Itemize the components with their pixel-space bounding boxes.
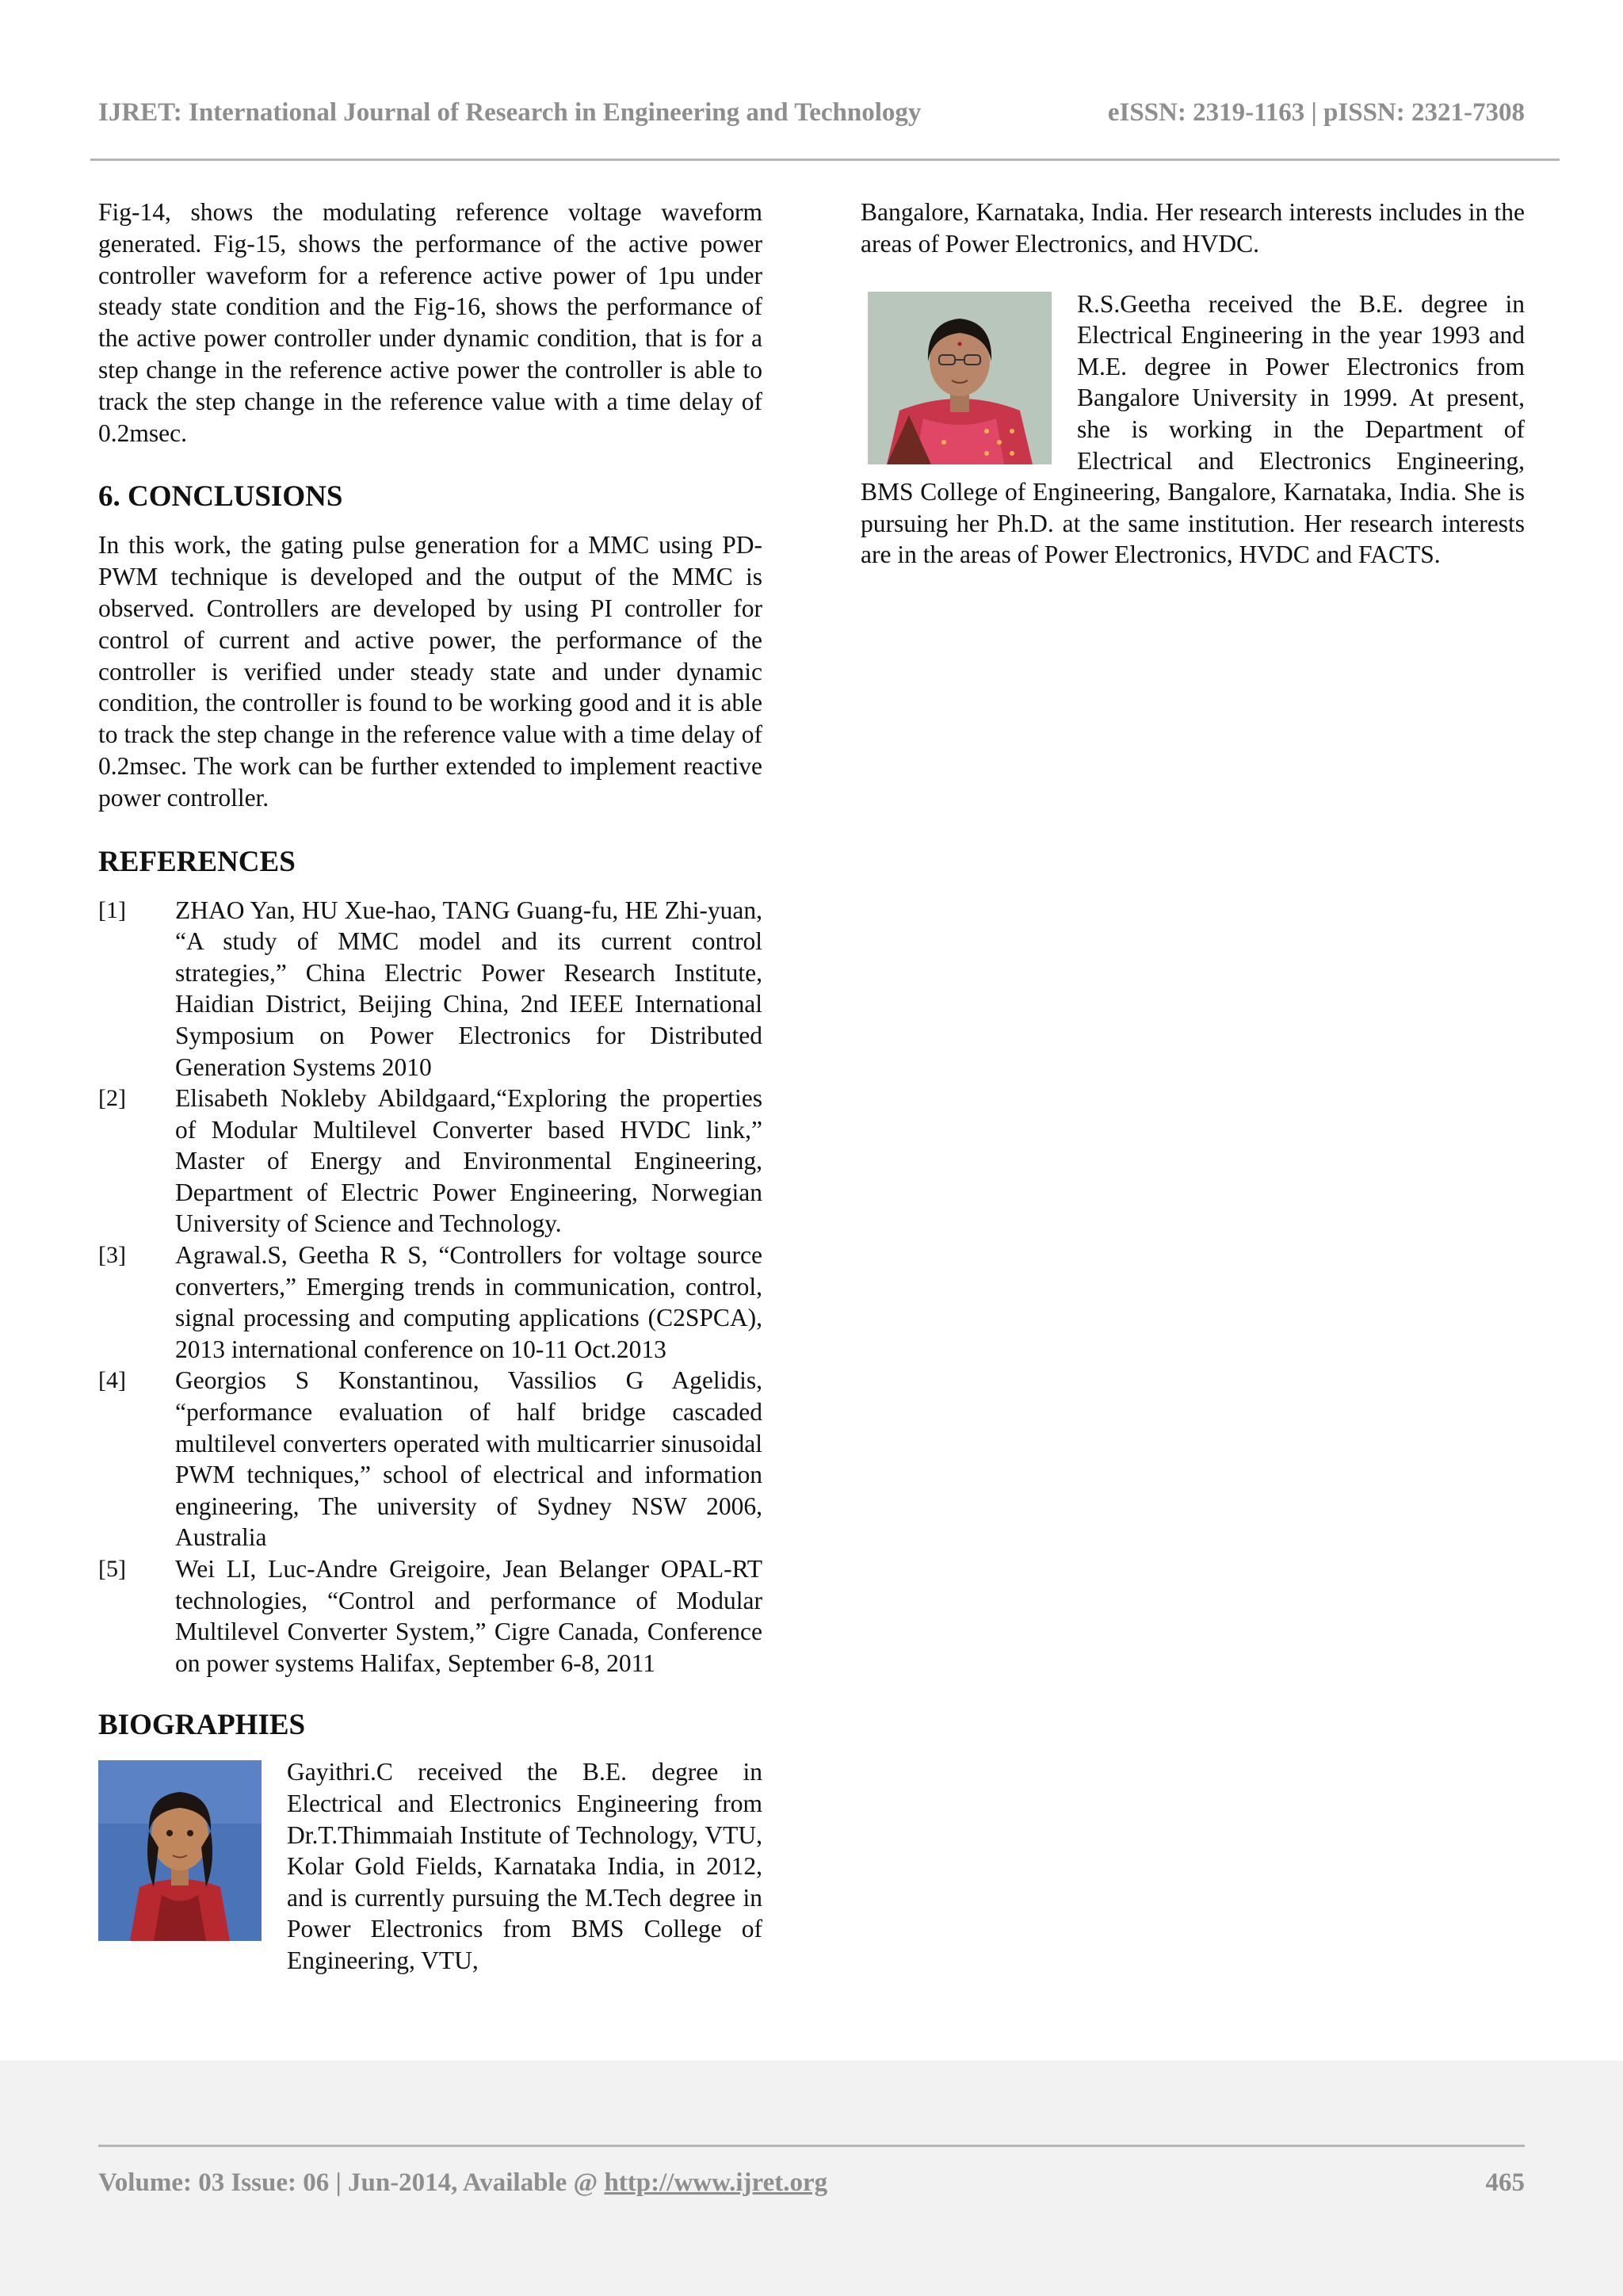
reference-item bbox=[98, 895, 762, 1083]
biography-geetha bbox=[861, 288, 1525, 571]
references-list bbox=[98, 895, 762, 1679]
reference-number: [2] bbox=[98, 1085, 126, 1112]
header-divider bbox=[90, 159, 1560, 161]
references-heading: REFERENCES bbox=[98, 845, 296, 878]
conclusions-paragraph: In this work, the gating pulse generation for a MMC using PD-PWM technique is developed and the output of the MMC is observed. Controllers are developed by using PI controller for control of current and active power, the performance of the controller is verified under steady state and under dynamic condition, the controller is found to be working good and it is able to track the step change in the reference value with a time delay of 0.2msec. The work can be further extended to implement reactive power controller. bbox=[98, 531, 762, 812]
biography-text: R.S.Geetha received the B.E. degree in Electrical Engineering in the year 1993 and M.E. degree in Power Electronics from Bangalore University in 1999. At present, she is working in the Department of Electrical and Electronics Engineering, BMS College of Engineering, Bangalore, Karnataka, India. She is pursuing her Ph.D. at the same institution. Her research interests are in the areas of Power Electronics, HVDC and FACTS. bbox=[861, 289, 1525, 569]
author-photo bbox=[98, 1760, 262, 1941]
conclusions-heading: 6. CONCLUSIONS bbox=[98, 480, 343, 514]
author-photo bbox=[868, 292, 1052, 464]
reference-text: ZHAO Yan, HU Xue-hao, TANG Guang-fu, HE Zhi-yuan, “A study of MMC model and its current control strategies,” China Electric Power Research Institute, Haidian District, Beijing China, 2nd IEEE International Symposium on Power Electronics for Distributed Generation Systems 2010 bbox=[175, 896, 762, 1081]
reference-text: Elisabeth Nokleby Abildgaard,“Exploring the properties of Modular Multilevel Converter based HVDC link,” Master of Energy and Environmental Engineering, Department of Electric Power Engineering, Norwegian University of Science and Technology. bbox=[175, 1084, 762, 1238]
reference-text: Wei LI, Luc-Andre Greigoire, Jean Belanger OPAL-RT technologies, “Control and performance of Modular Multilevel Converter System,” Cigre Canada, Conference on power systems Halifax, September 6-8, 2011 bbox=[175, 1555, 762, 1677]
reference-number: [4] bbox=[98, 1367, 126, 1394]
biography-gayithri bbox=[98, 1756, 762, 1976]
right-column bbox=[861, 197, 1525, 571]
journal-link[interactable]: http://www.ijret.org bbox=[604, 2168, 828, 2197]
footer-divider bbox=[98, 2145, 1525, 2147]
reference-text: Agrawal.S, Geetha R S, “Controllers for voltage source converters,” Emerging trends in communication, control, signal processing and computing applications (C2SPCA), 2013 international conference on 10-11 Oct.2013 bbox=[175, 1241, 762, 1363]
intro-paragraph: Fig-14, shows the modulating reference voltage waveform generated. Fig-15, shows the performance of the active power controller waveform for a reference active power of 1pu under steady state condition and the Fig-16, shows the performance of the active power controller under dynamic condition, that is for a step change in the reference active power the controller is able to track the step change in the reference value with a time delay of 0.2msec. bbox=[98, 198, 762, 447]
reference-item bbox=[98, 1553, 762, 1679]
page-number: 465 bbox=[1485, 2168, 1525, 2197]
reference-number: [5] bbox=[98, 1556, 126, 1583]
journal-title: IJRET: International Journal of Research in Engineering and Technology bbox=[98, 98, 922, 127]
reference-number: [3] bbox=[98, 1242, 126, 1269]
reference-item bbox=[98, 1365, 762, 1553]
reference-text: Georgios S Konstantinou, Vassilios G Agelidis, “performance evaluation of half bridge cascaded multilevel converters operated with multicarrier sinusoidal PWM techniques,” school of electrical and information engineering, The university of Sydney NSW 2006, Australia bbox=[175, 1366, 762, 1552]
biographies-heading: BIOGRAPHIES bbox=[98, 1709, 306, 1742]
reference-item bbox=[98, 1240, 762, 1365]
reference-item bbox=[98, 1083, 762, 1240]
footer-volume bbox=[98, 2168, 827, 2198]
reference-number: [1] bbox=[98, 896, 126, 923]
biography-text: Gayithri.C received the B.E. degree in Electrical and Electronics Engineering from Dr.T.Thimmaiah Institute of Technology, VTU, Kolar Gold Fields, Karnataka India, in 2012, and is currently pursuing the M.Tech degree in Power Electronics from BMS College of Engineering, VTU, bbox=[287, 1758, 762, 1974]
left-column bbox=[98, 197, 762, 1977]
biography-continuation: Bangalore, Karnataka, India. Her research interests includes in the areas of Power Electronics, and HVDC. bbox=[861, 198, 1525, 258]
footer-volume-text: Volume: 03 Issue: 06 | Jun-2014, Available @ bbox=[98, 2168, 605, 2197]
issn-info: eISSN: 2319-1163 | pISSN: 2321-7308 bbox=[1107, 98, 1525, 127]
